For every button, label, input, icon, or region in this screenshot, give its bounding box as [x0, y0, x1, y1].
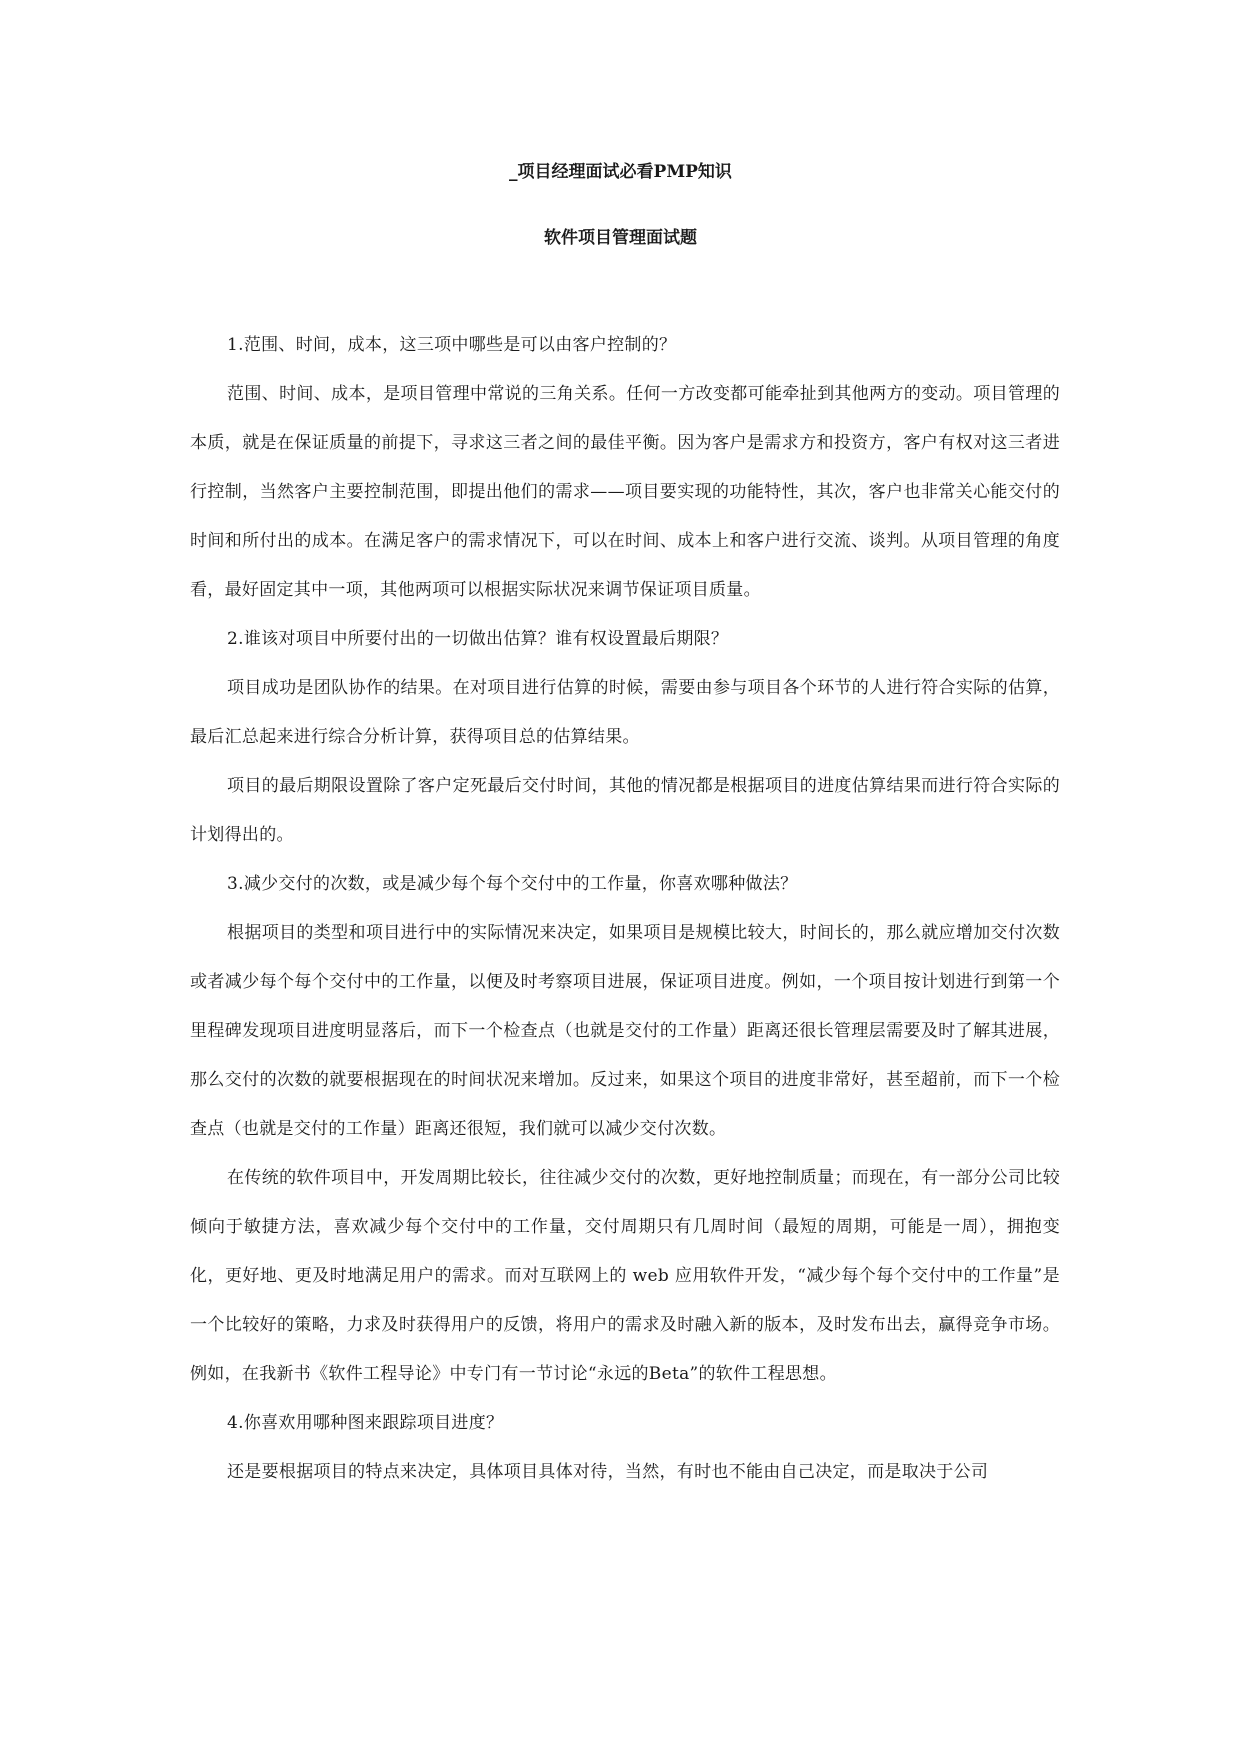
document-body — [190, 321, 1060, 1497]
answer-3-paragraph: 在传统的软件项目中，开发周期比较长，往往减少交付的次数，更好地控制质量；而现在，有一部分公司比较倾向于敏捷方法，喜欢减少每个交付中的工作量，交付周期只有几周时间（最短的周期，可能是一周），拥抱变化，更好地、更及时地满足用户的需求。而对互联网上的 web 应用软件开发，“减少每个每个交付中的工作量”是一个比较好的策略，力求及时获得用户的反馈，将用户的需求及时融入新的版本，及时发布出去，赢得竞争市场。例如，在我新书《软件工程导论》中专门有一节讨论“永远的Beta”的软件工程思想。 — [190, 1168, 1060, 1384]
question-4: 4.你喜欢用哪种图来跟踪项目进度？ — [227, 1413, 504, 1433]
answer-3-paragraph: 根据项目的类型和项目进行中的实际情况来决定，如果项目是规模比较大，时间长的，那么就应增加交付次数或者减少每个每个交付中的工作量，以便及时考察项目进展，保证项目进度。例如，一个项目按计划进行到第一个里程碑发现项目进度明显落后，而下一个检查点（也就是交付的工作量）距离还很长管理层需要及时了解其进展，那么交付的次数的就要根据现在的时间状况来增加。反过来，如果这个项目的进度非常好，甚至超前，而下一个检查点（也就是交付的工作量）距离还很短，我们就可以减少交付次数。 — [190, 923, 1060, 1139]
document-title: _项目经理面试必看PMP知识 — [509, 162, 732, 182]
answer-2-paragraph: 项目成功是团队协作的结果。在对项目进行估算的时候，需要由参与项目各个环节的人进行符合实际的估算，最后汇总起来进行综合分析计算，获得项目总的估算结果。 — [190, 678, 1060, 747]
answer-4-paragraph: 还是要根据项目的特点来决定，具体项目具体对待，当然，有时也不能由自己决定，而是取决于公司 — [227, 1462, 989, 1482]
question-3: 3.减少交付的次数，或是减少每个每个交付中的工作量，你喜欢哪种做法？ — [227, 874, 798, 894]
question-1: 1.范围、时间，成本，这三项中哪些是可以由客户控制的？ — [227, 335, 677, 355]
document-subtitle: 软件项目管理面试题 — [544, 228, 697, 248]
answer-1-paragraph: 范围、时间、成本，是项目管理中常说的三角关系。任何一方改变都可能牵扯到其他两方的变动。项目管理的本质，就是在保证质量的前提下，寻求这三者之间的最佳平衡。因为客户是需求方和投资方，客户有权对这三者进行控制，当然客户主要控制范围，即提出他们的需求——项目要实现的功能特性，其次，客户也非常关心能交付的时间和所付出的成本。在满足客户的需求情况下，可以在时间、成本上和客户进行交流、谈判。从项目管理的角度看，最好固定其中一项，其他两项可以根据实际状况来调节保证项目质量。 — [190, 384, 1060, 600]
question-2: 2.谁该对项目中所要付出的一切做出估算？谁有权设置最后期限？ — [227, 629, 729, 649]
answer-2-paragraph: 项目的最后期限设置除了客户定死最后交付时间，其他的情况都是根据项目的进度估算结果而进行符合实际的计划得出的。 — [190, 776, 1060, 845]
